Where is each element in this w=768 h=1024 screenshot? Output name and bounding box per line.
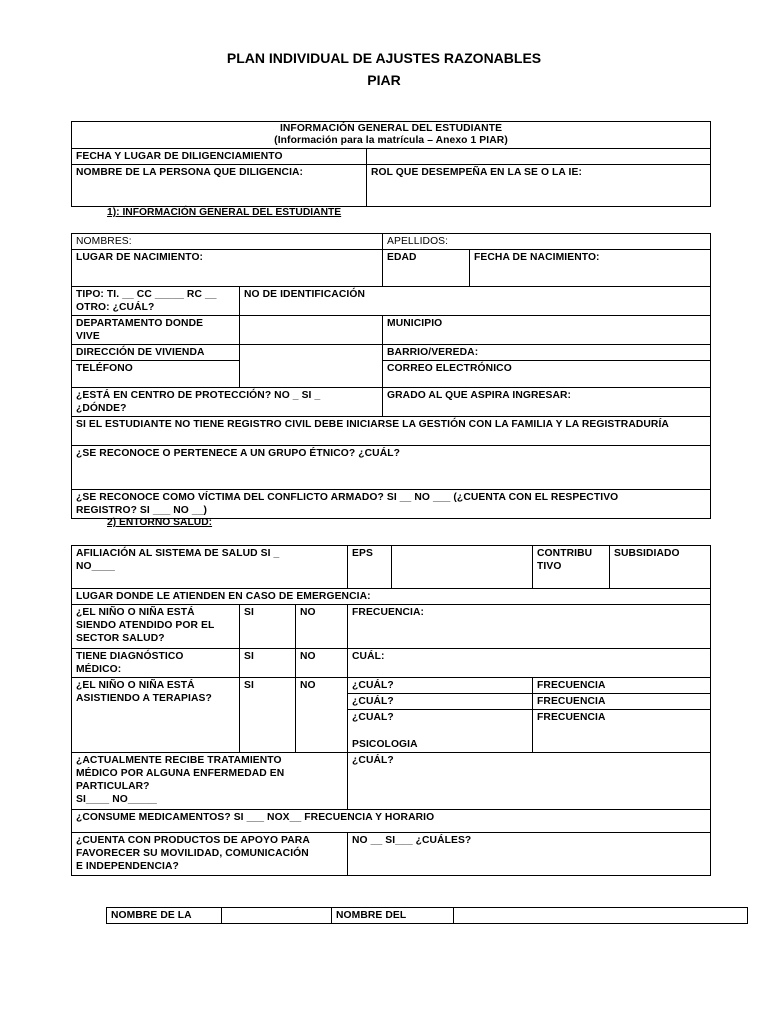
rol-label[interactable]: ROL QUE DESEMPEÑA EN LA SE O LA IE: (367, 165, 711, 207)
nombre-de-la-field[interactable] (222, 908, 332, 924)
direccion-label: DIRECCIÓN DE VIVIENDA (72, 345, 240, 361)
atendido-line1: ¿EL NIÑO O NIÑA ESTÁ (76, 607, 195, 618)
section1-table (71, 233, 711, 519)
diagnostico-line2: MÉDICO: (76, 664, 122, 675)
tratamiento-line1: ¿ACTUALMENTE RECIBE TRATAMIENTO (76, 755, 282, 766)
productos-line3: E INDEPENDENCIA? (76, 861, 179, 872)
departamento-field[interactable] (240, 316, 383, 345)
productos-line2: FAVORECER SU MOVILIDAD, COMUNICACIÓN (76, 848, 309, 859)
correo-field[interactable]: CORREO ELECTRÓNICO (383, 361, 711, 388)
terapias-line2: ASISTIENDO A TERAPIAS? (76, 693, 212, 704)
info-heading: INFORMACIÓN GENERAL DEL ESTUDIANTE (279, 123, 503, 134)
nombre-persona-label[interactable]: NOMBRE DE LA PERSONA QUE DILIGENCIA: (72, 165, 367, 207)
atendido-label (72, 605, 240, 649)
departamento-line1: DEPARTAMENTO DONDE (76, 318, 204, 329)
tratamiento-line4: SI____ NO_____ (76, 794, 157, 805)
fecha-nacimiento-field[interactable]: FECHA DE NACIMIENTO: (470, 250, 711, 287)
lugar-emergencia-field[interactable]: LUGAR DONDE LE ATIENDEN EN CASO DE EMERGENCIA: (72, 589, 711, 605)
diagnostico-cual-field[interactable]: CUÁL: (348, 649, 711, 678)
nombres-field[interactable]: NOMBRES: (72, 234, 383, 250)
terapias-si-option[interactable]: SI (240, 678, 296, 753)
proteccion-line1: ¿ESTÁ EN CENTRO DE PROTECCIÓN? NO _ SI _ (76, 390, 321, 401)
edad-field[interactable]: EDAD (383, 250, 470, 287)
fecha-lugar-label: FECHA Y LUGAR DE DILIGENCIAMIENTO (72, 149, 367, 165)
terapia3-cual-label: ¿CUAL? (352, 712, 394, 723)
diagnostico-si-option[interactable]: SI (240, 649, 296, 678)
telefono-label: TELÉFONO (72, 361, 240, 388)
atendido-no-option[interactable]: NO (296, 605, 348, 649)
diagnostico-label (72, 649, 240, 678)
victima-line1: ¿SE RECONOCE COMO VÍCTIMA DEL CONFLICTO ARMADO? SI __ NO ___ (¿CUENTA CON EL RESPECTIVO (76, 492, 619, 503)
nombre-del-field[interactable] (454, 908, 748, 924)
productos-line1: ¿CUENTA CON PRODUCTOS DE APOYO PARA (76, 835, 310, 846)
info-header-cell (72, 122, 711, 149)
section2-heading: 2) ENTORNO SALUD: (107, 517, 213, 528)
terapia2-frecuencia-field[interactable]: FRECUENCIA (533, 694, 711, 710)
departamento-line2: VIVE (76, 331, 100, 342)
section2-table (71, 545, 711, 876)
footer-table (106, 907, 748, 924)
apellidos-field[interactable]: APELLIDOS: (383, 234, 711, 250)
proteccion-line2: ¿DÓNDE? (76, 403, 127, 414)
contributivo-option[interactable] (533, 546, 610, 589)
tratamiento-field[interactable] (72, 753, 348, 810)
lugar-nacimiento-field[interactable]: LUGAR DE NACIMIENTO: (72, 250, 383, 287)
terapia3-frecuencia-field[interactable]: FRECUENCIA (533, 710, 711, 753)
productos-field[interactable]: NO __ SI___ ¿CUÁLES? (348, 833, 711, 876)
terapia1-frecuencia-field[interactable]: FRECUENCIA (533, 678, 711, 694)
terapia3-psicologia-value: PSICOLOGIA (352, 739, 418, 750)
terapias-line1: ¿EL NIÑO O NIÑA ESTÁ (76, 680, 195, 691)
etnico-field[interactable]: ¿SE RECONOCE O PERTENECE A UN GRUPO ÉTNICO? ¿CUÁL? (72, 446, 711, 490)
section1-heading: 1): INFORMACIÓN GENERAL DEL ESTUDIANTE (107, 207, 342, 218)
afiliacion-field[interactable] (72, 546, 348, 589)
barrio-field[interactable]: BARRIO/VEREDA: (383, 345, 711, 361)
nombre-del-label: NOMBRE DEL (332, 908, 454, 924)
registro-civil-note: SI EL ESTUDIANTE NO TIENE REGISTRO CIVIL DEBE INICIARSE LA GESTIÓN CON LA FAMILIA Y LA REGISTRADURÍA (72, 417, 711, 446)
info-table (71, 121, 711, 207)
tipo-line1: TIPO: TI. __ CC _____ RC __ (76, 289, 217, 300)
diagnostico-no-option[interactable]: NO (296, 649, 348, 678)
victima-line2: REGISTRO? SI ___ NO __) (76, 505, 208, 516)
eps-label: EPS (348, 546, 392, 589)
atendido-line2: SIENDO ATENDIDO POR EL (76, 620, 215, 631)
tratamiento-cual-field[interactable]: ¿CUÁL? (348, 753, 711, 810)
eps-field[interactable] (392, 546, 533, 589)
no-identificacion-field[interactable]: NO DE IDENTIFICACIÓN (240, 287, 711, 316)
municipio-field[interactable]: MUNICIPIO (383, 316, 711, 345)
tratamiento-line2: MÉDICO POR ALGUNA ENFERMEDAD EN (76, 768, 285, 779)
fecha-lugar-field[interactable] (367, 149, 711, 165)
contributivo-line2: TIVO (537, 561, 562, 572)
atendido-si-option[interactable]: SI (240, 605, 296, 649)
departamento-label (72, 316, 240, 345)
proteccion-field[interactable] (72, 388, 383, 417)
nombre-de-la-label: NOMBRE DE LA (107, 908, 222, 924)
terapias-no-option[interactable]: NO (296, 678, 348, 753)
diagnostico-line1: TIENE DIAGNÓSTICO (76, 651, 184, 662)
tipo-line2: OTRO: ¿CUÁL? (76, 302, 155, 313)
terapia1-cual-field[interactable]: ¿CUÁL? (348, 678, 533, 694)
productos-label (72, 833, 348, 876)
tipo-documento-field[interactable] (72, 287, 240, 316)
victima-field[interactable] (72, 490, 711, 519)
grado-field[interactable]: GRADO AL QUE ASPIRA INGRESAR: (383, 388, 711, 417)
info-subheading: (Información para la matrícula – Anexo 1 PIAR) (274, 135, 508, 146)
contributivo-line1: CONTRIBU (537, 548, 593, 559)
terapia2-cual-field[interactable]: ¿CUÁL? (348, 694, 533, 710)
subsidiado-option[interactable]: SUBSIDIADO (610, 546, 711, 589)
tratamiento-line3: PARTICULAR? (76, 781, 150, 792)
document-title: PLAN INDIVIDUAL DE AJUSTES RAZONABLES (226, 50, 542, 66)
medicamentos-field[interactable]: ¿CONSUME MEDICAMENTOS? SI ___ NOX__ FRECUENCIA Y HORARIO (72, 810, 711, 833)
atendido-frecuencia-field[interactable]: FRECUENCIA: (348, 605, 711, 649)
atendido-line3: SECTOR SALUD? (76, 633, 165, 644)
terapia3-cual-field[interactable] (348, 710, 533, 753)
direccion-telefono-field[interactable] (240, 345, 383, 388)
afiliacion-line1: AFILIACIÓN AL SISTEMA DE SALUD SI _ (76, 548, 280, 559)
afiliacion-line2: NO____ (76, 561, 115, 572)
terapias-label (72, 678, 240, 753)
document-subtitle: PIAR (367, 72, 401, 88)
